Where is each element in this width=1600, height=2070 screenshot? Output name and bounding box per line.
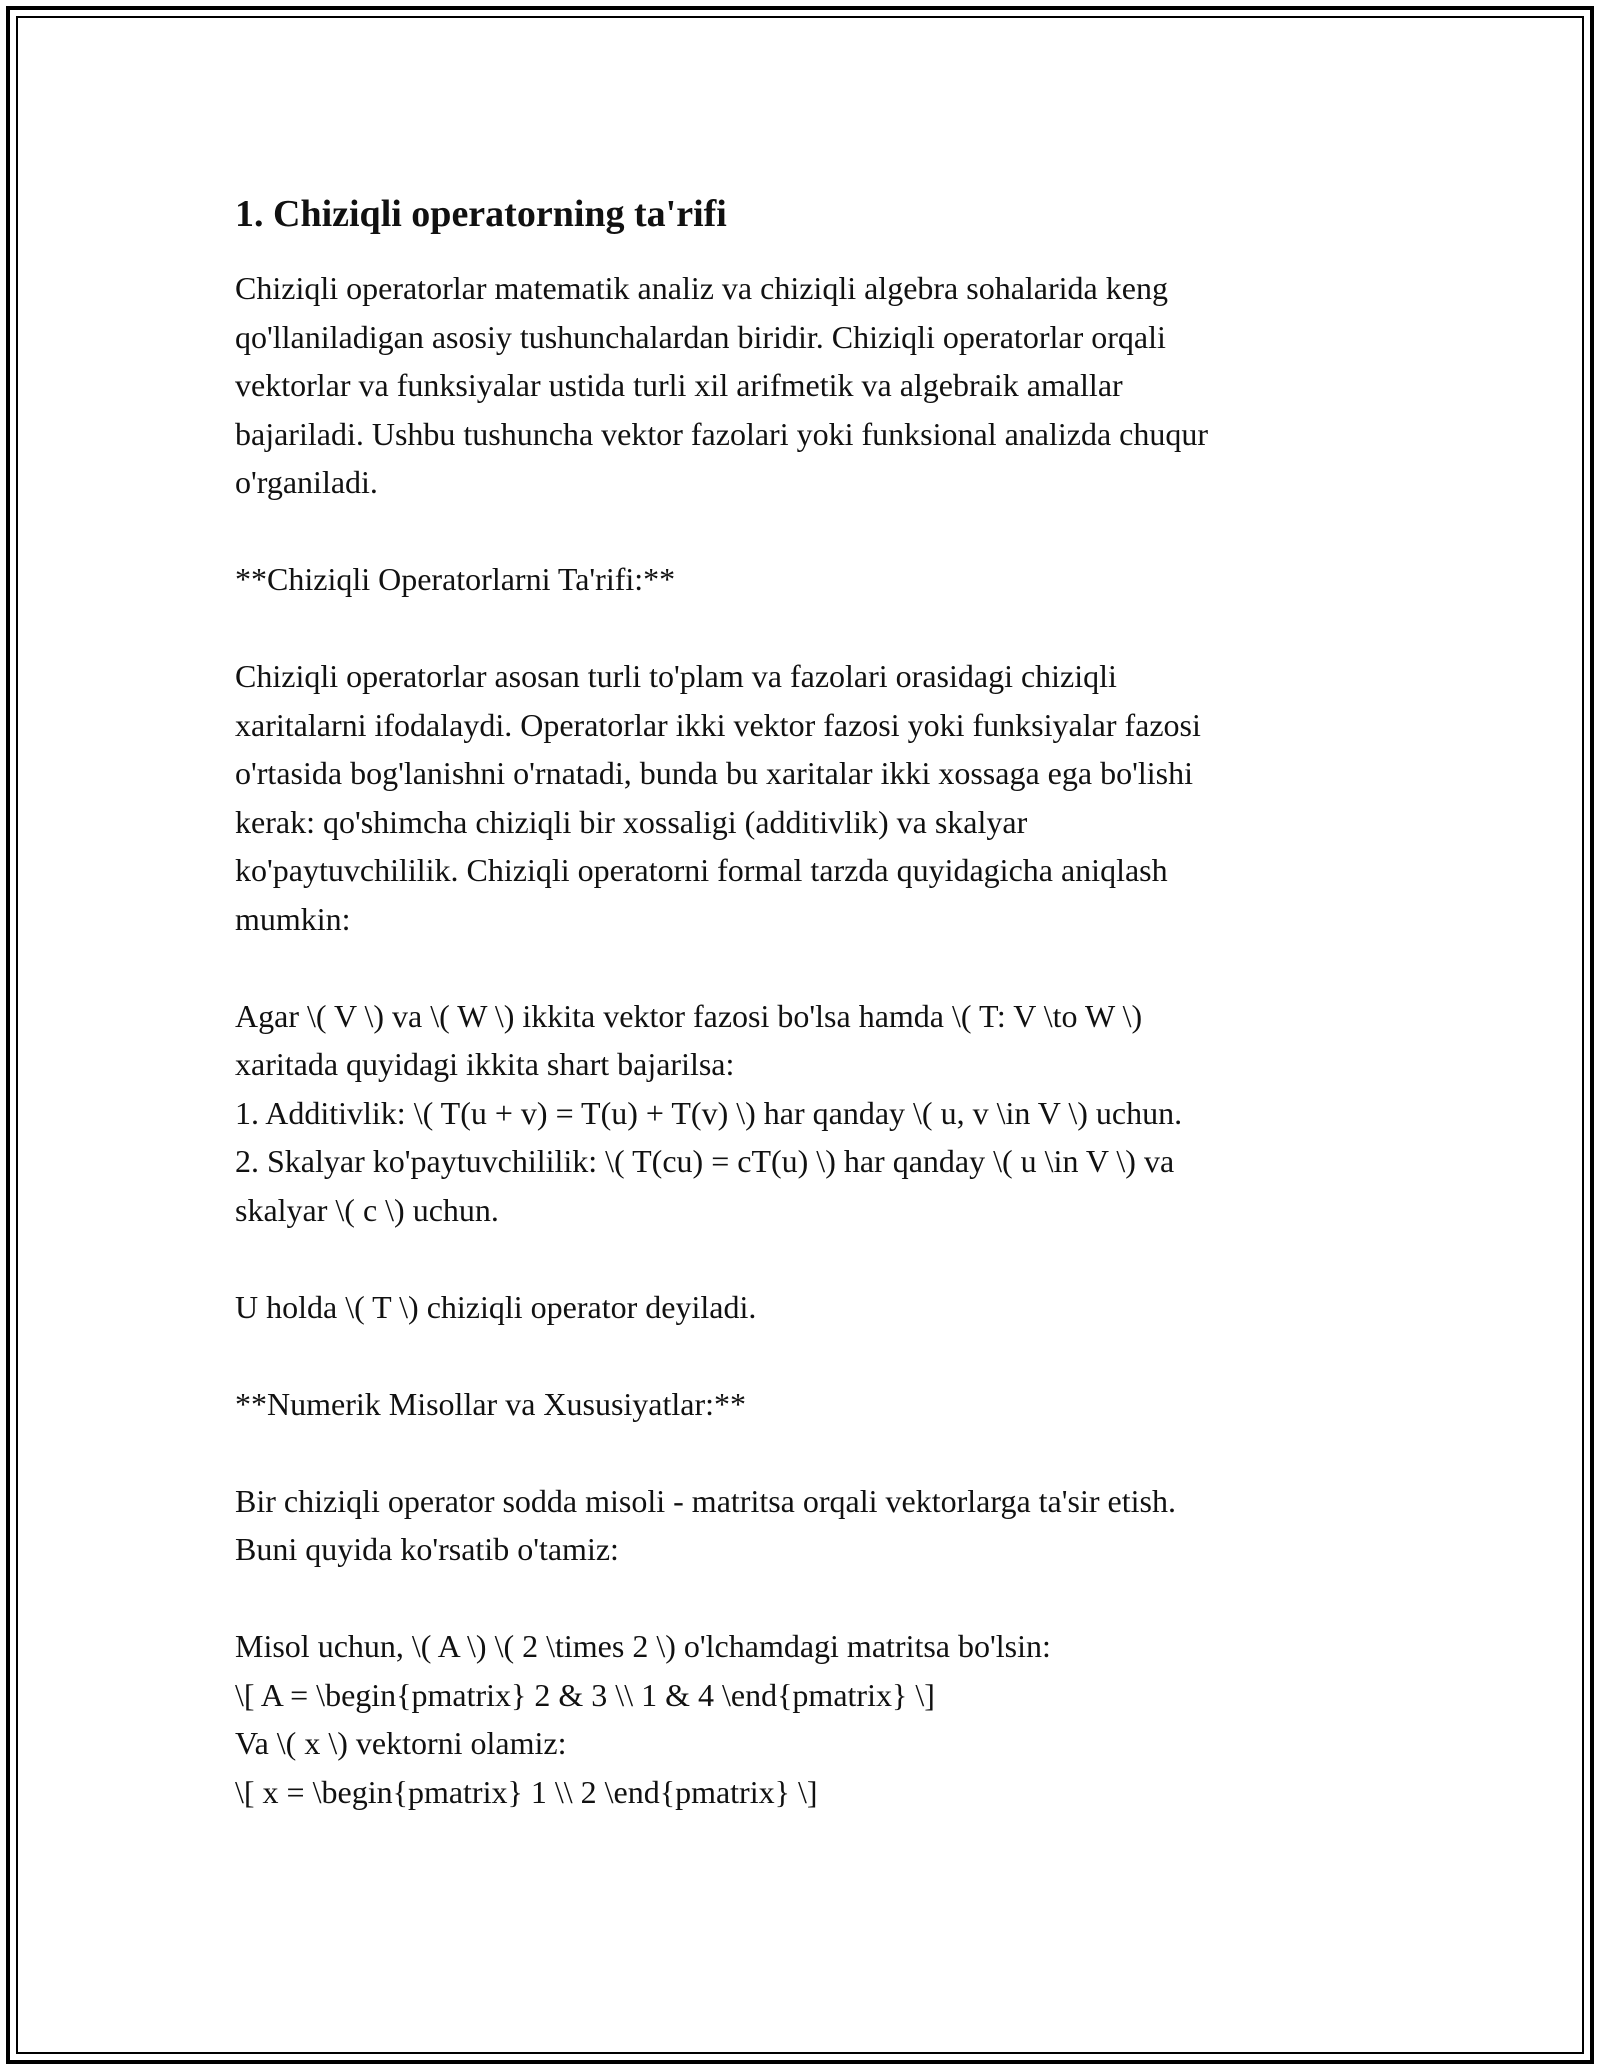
text-line: o'rtasida bog'lanishni o'rnatadi, bunda bu xaritalar ikki xossaga ega bo'lishi [235, 755, 1193, 791]
text-line: skalyar \( c \) uchun. [235, 1191, 499, 1228]
paragraph [235, 1622, 1375, 1816]
paragraph [235, 1283, 1375, 1332]
paragraph [235, 992, 1375, 1235]
text-line: **Numerik Misollar va Xususiyatlar:** [235, 1385, 747, 1422]
paragraph-list [235, 264, 1375, 1816]
text-line: qo'llaniladigan asosiy tushunchalardan biridir. Chiziqli operatorlar orqali [235, 318, 1166, 355]
paragraph [235, 1380, 1375, 1429]
document-body [235, 186, 1375, 1865]
text-line: U holda \( T \) chiziqli operator deyiladi. [235, 1288, 757, 1325]
paragraph [235, 264, 1375, 507]
paragraph [235, 652, 1375, 943]
text-line: ko'paytuvchililik. Chiziqli operatorni formal tarzda quyidagicha aniqlash [235, 852, 1168, 888]
text-line: Chiziqli operatorlar asosan turli to'plam va fazolari orasidagi chiziqli [235, 658, 1117, 694]
text-line: Buni quyida ko'rsatib o'tamiz: [235, 1531, 619, 1567]
text-line: Va \( x \) vektorni olamiz: [235, 1725, 567, 1761]
text-line: kerak: qo'shimcha chiziqli bir xossaligi (additivlik) va skalyar [235, 803, 1028, 840]
paragraph [235, 555, 1375, 604]
text-line: bajariladi. Ushbu tushuncha vektor fazolari yoki funksional analizda chuqur [235, 415, 1209, 452]
text-line: Misol uchun, \( A \) \( 2 \times 2 \) o'lchamdagi matritsa bo'lsin: [235, 1628, 1051, 1664]
text-line: Agar \( V \) va \( W \) ikkita vektor fazosi bo'lsa hamda \( T: V \to W \) [235, 997, 1143, 1034]
text-line: 1. Additivlik: \( T(u + v) = T(u) + T(v) \) har qanday \( u, v \in V \) uchun. [235, 1094, 1183, 1131]
text-line: o'rganiladi. [235, 464, 378, 500]
text-line: **Chiziqli Operatorlarni Ta'rifi:** [235, 561, 676, 597]
text-line: Chiziqli operatorlar matematik analiz va chiziqli algebra sohalarida keng [235, 270, 1168, 306]
paragraph [235, 1477, 1375, 1574]
text-line: xaritalarni ifodalaydi. Operatorlar ikki vektor fazosi yoki funksiyalar fazosi [235, 706, 1201, 743]
section-title: 1. Chiziqli operatorning ta'rifi [235, 193, 727, 235]
text-line: \[ A = \begin{pmatrix} 2 & 3 \\ 1 & 4 \end{pmatrix} \] [235, 1676, 935, 1713]
text-line: Bir chiziqli operator sodda misoli - matritsa orqali vektorlarga ta'sir etish. [235, 1482, 1176, 1519]
text-line: vektorlar va funksiyalar ustida turli xil arifmetik va algebraik amallar [235, 367, 1123, 403]
text-line: 2. Skalyar ko'paytuvchililik: \( T(cu) = cT(u) \) har qanday \( u \in V \) va [235, 1143, 1175, 1179]
text-line: xaritada quyidagi ikkita shart bajarilsa: [235, 1046, 735, 1082]
text-line: \[ x = \begin{pmatrix} 1 \\ 2 \end{pmatrix} \] [235, 1773, 818, 1810]
text-line: mumkin: [235, 900, 351, 937]
